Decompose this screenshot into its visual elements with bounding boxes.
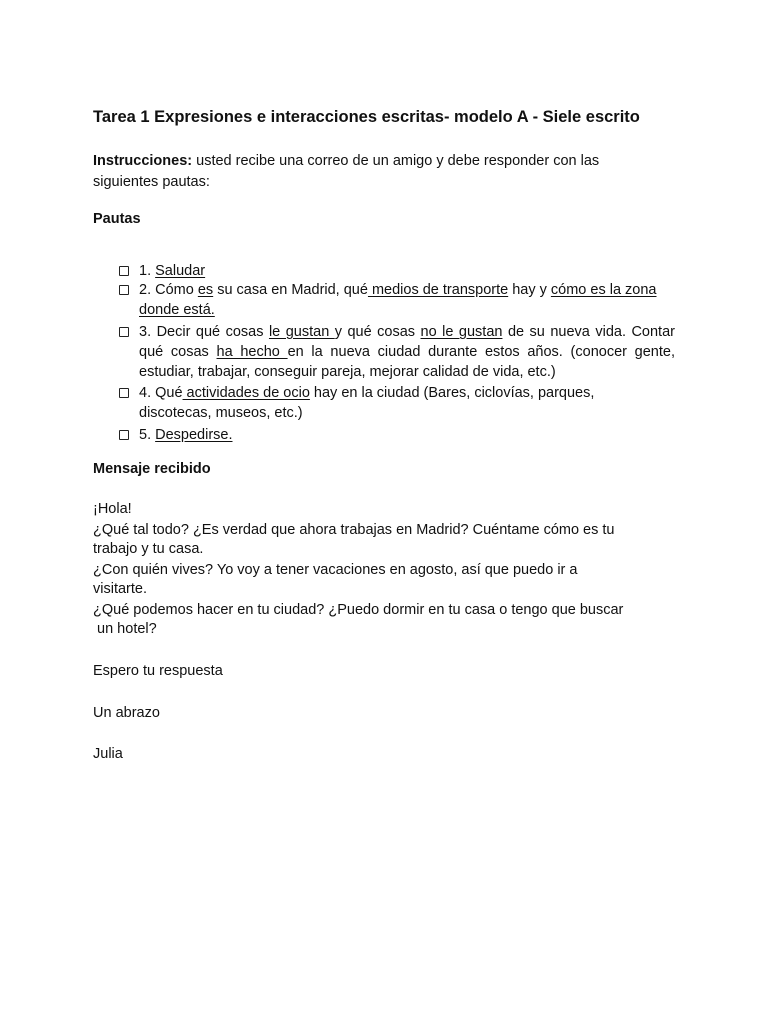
message-farewell: Un abrazo	[93, 705, 160, 721]
pauta-item-1	[139, 261, 675, 281]
instructions-text: usted recibe una correo de un amigo y debe responder con las	[192, 153, 600, 169]
item-underlined-text: actividades de ocio	[182, 385, 310, 401]
item-underlined-text: medios de transporte	[367, 282, 509, 298]
message-line: ¿Con quién vives? Yo voy a tener vacaciones en agosto, así que puedo ir a	[93, 562, 578, 578]
checkbox-item-1[interactable]	[119, 266, 129, 276]
pautas-heading: Pautas	[93, 211, 141, 227]
item-text: en la nueva ciudad durante estos años. (conocer gente, estudiar, trabajar, conseguir pareja, mejorar calidad de vida, etc.)	[139, 344, 675, 380]
item-underlined-text: no le gustan	[420, 324, 503, 340]
message-signature: Julia	[93, 746, 123, 762]
item-text: 5.	[139, 427, 156, 443]
message-line: ¿Qué podemos hacer en tu ciudad? ¿Puedo dormir en tu casa o tengo que buscar	[93, 602, 624, 618]
pauta-item-2	[139, 280, 675, 320]
checkbox-item-5[interactable]	[119, 430, 129, 440]
item-text: su casa en Madrid, qué	[213, 282, 368, 298]
pauta-item-4	[139, 383, 609, 423]
message-line: trabajo y tu casa.	[93, 541, 204, 557]
message-closing: Espero tu respuesta	[93, 663, 223, 679]
document-title: Tarea 1 Expresiones e interacciones escritas- modelo A - Siele escrito	[93, 108, 640, 126]
item-text: 1.	[139, 263, 156, 279]
item-text: hay en la ciudad (Bares, ciclovías, parques, discotecas, museos, etc.)	[139, 385, 595, 421]
message-line: visitarte.	[93, 581, 147, 597]
item-underlined-text: es	[197, 282, 214, 298]
message-line: ¿Qué tal todo? ¿Es verdad que ahora trabajas en Madrid? Cuéntame cómo es tu	[93, 522, 615, 538]
item-underlined-text: cómo es la zona donde está.	[139, 282, 657, 318]
item-underlined-text: le gustan	[268, 324, 335, 340]
item-text: 2. Cómo	[139, 282, 198, 298]
item-underlined-text: Despedirse.	[155, 427, 233, 443]
checkbox-item-4[interactable]	[119, 388, 129, 398]
instructions-label: Instrucciones:	[93, 153, 193, 169]
item-text: 4. Qué	[139, 385, 183, 401]
checkbox-item-2[interactable]	[119, 285, 129, 295]
message-heading: Mensaje recibido	[93, 461, 211, 477]
item-underlined-text: ha hecho	[216, 344, 288, 360]
pauta-item-3	[139, 322, 675, 382]
instructions-line-2: siguientes pautas:	[93, 174, 210, 190]
message-line: ¡Hola!	[93, 501, 132, 517]
item-text: hay y	[508, 282, 551, 298]
message-line: un hotel?	[93, 621, 157, 637]
item-underlined-text: Saludar	[155, 263, 206, 279]
item-text: de su nueva vida. Contar qué cosas	[139, 324, 675, 360]
item-text: 3. Decir qué cosas	[139, 324, 269, 340]
item-text: y qué cosas	[334, 324, 421, 340]
pauta-item-5	[139, 425, 675, 445]
checkbox-item-3[interactable]	[119, 327, 129, 337]
instructions-line-1	[93, 151, 599, 171]
